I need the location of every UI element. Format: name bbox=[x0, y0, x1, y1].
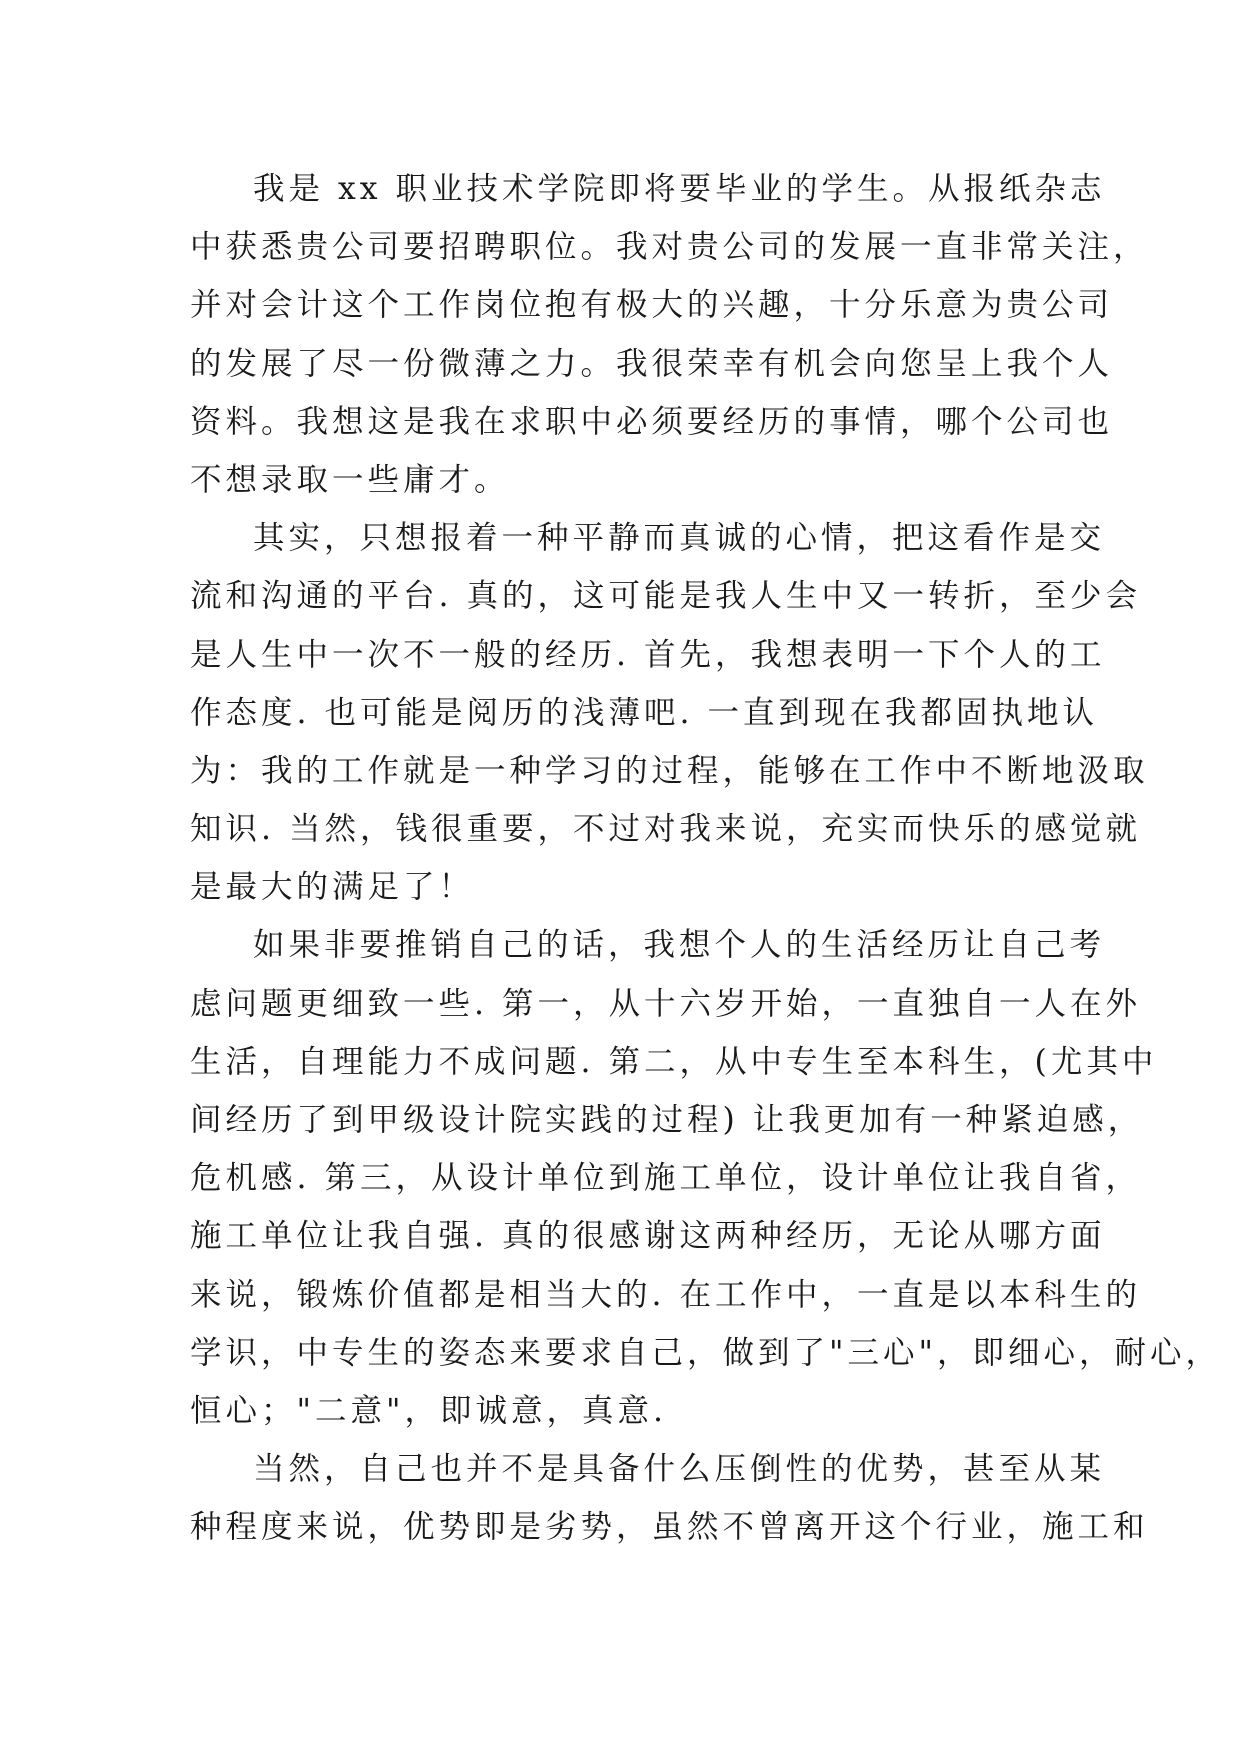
text-line: 我是 xx 职业技术学院即将要毕业的学生。从报纸杂志 bbox=[253, 171, 1106, 207]
text-line: 施工单位让我自强. 真的很感谢这两种经历，无论从哪方面 bbox=[190, 1218, 1106, 1255]
text-line: 是最大的满足了！ bbox=[190, 869, 475, 906]
text-line: 恒心；"二意"，即诚意，真意. bbox=[190, 1392, 667, 1429]
paragraph bbox=[190, 509, 1149, 916]
paragraph bbox=[190, 1440, 1149, 1556]
text-line: 资料。我想这是我在求职中必须要经历的事情，哪个公司也 bbox=[190, 403, 1114, 440]
text-line: 危机感. 第三，从设计单位到施工单位，设计单位让我自省， bbox=[190, 1160, 1142, 1197]
text-line: 中获悉贵公司要招聘职位。我对贵公司的发展一直非常关注， bbox=[190, 229, 1149, 266]
text-line: 生活，自理能力不成问题. 第二，从中专生至本科生，(尤其中 bbox=[190, 1043, 1158, 1080]
paragraph bbox=[190, 916, 1221, 1440]
text-line: 的发展了尽一份微薄之力。我很荣幸有机会向您呈上我个人 bbox=[190, 345, 1114, 382]
text-line: 当然，自己也并不是具备什么压倒性的优势，甚至从某 bbox=[253, 1451, 1106, 1488]
text-line: 其实，只想报着一种平静而真诚的心情，把这看作是交 bbox=[253, 520, 1106, 557]
text-line: 间经历了到甲级设计院实践的过程) 让我更加有一种紧迫感， bbox=[190, 1102, 1144, 1138]
text-line: 不想录取一些庸才。 bbox=[190, 461, 510, 498]
text-line: 如果非要推销自己的话，我想个人的生活经历让自己考 bbox=[253, 927, 1106, 964]
text-line: 学识，中专生的姿态来要求自己，做到了"三心"，即细心，耐心， bbox=[190, 1334, 1221, 1371]
text-line: 并对会计这个工作岗位抱有极大的兴趣，十分乐意为贵公司 bbox=[190, 287, 1114, 324]
paragraph bbox=[190, 160, 1149, 509]
text-line: 种程度来说，优势即是劣势，虽然不曾离开这个行业，施工和 bbox=[190, 1509, 1149, 1546]
text-line: 流和沟通的平台. 真的，这可能是我人生中又一转折，至少会 bbox=[190, 578, 1142, 615]
text-line: 虑问题更细致一些. 第一，从十六岁开始，一直独自一人在外 bbox=[190, 985, 1142, 1022]
text-line: 来说，锻炼价值都是相当大的. 在工作中，一直是以本科生的 bbox=[190, 1276, 1142, 1313]
body-text bbox=[190, 160, 1221, 1557]
text-line: 为：我的工作就是一种学习的过程，能够在工作中不断地汲取 bbox=[190, 752, 1149, 789]
text-line: 作态度. 也可能是阅历的浅薄吧. 一直到现在我都固执地认 bbox=[190, 694, 1099, 731]
text-line: 知识. 当然，钱很重要，不过对我来说，充实而快乐的感觉就 bbox=[190, 811, 1142, 848]
text-line: 是人生中一次不一般的经历. 首先，我想表明一下个人的工 bbox=[190, 636, 1106, 673]
